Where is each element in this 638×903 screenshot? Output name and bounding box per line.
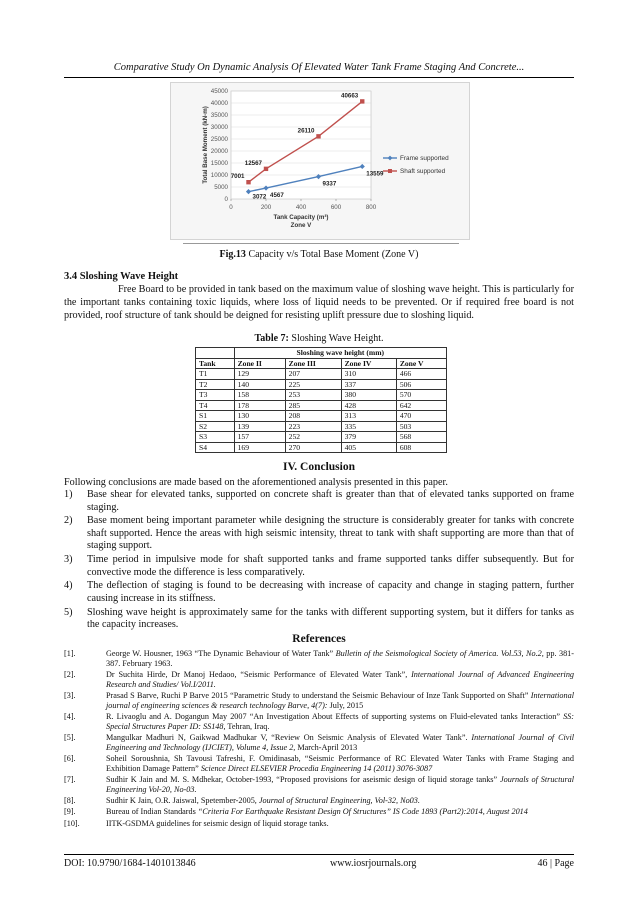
table-cell: 139: [234, 421, 285, 432]
reference-source: Journal of Structural Engineering, Vol-32, No03.: [258, 795, 420, 805]
table-cell: 178: [234, 400, 285, 411]
reference-number: [8].: [64, 795, 76, 805]
conclusion-item: [64, 580, 574, 605]
reference-tail: March-April 2013: [295, 742, 358, 752]
reference-text: [106, 670, 574, 689]
data-label: 40663: [341, 92, 359, 100]
reference-source: SS: Special Structures Paper ID: SS148,: [106, 711, 574, 731]
table-cell: T1: [196, 369, 235, 380]
reference-item: [64, 796, 574, 806]
table-cell: 169: [234, 442, 285, 453]
table-cell: T2: [196, 379, 235, 390]
reference-source: International Journal of Advanced Engineering Research and Studies/ Vol.I/2011.: [106, 669, 575, 689]
table-cell: S3: [196, 432, 235, 443]
table-label: Table 7:: [254, 333, 289, 344]
x-tick-label: 400: [295, 204, 307, 211]
reference-body: Sudhir K Jain, O.R. Jaiswal, Spetember-2005,: [106, 795, 259, 805]
figure-label: Fig.13: [219, 249, 246, 260]
table-row: [196, 390, 447, 401]
conclusion-number: 4): [64, 580, 73, 592]
table-row: [196, 411, 447, 422]
conclusion-item: [64, 489, 574, 514]
reference-body: Bureau of Indian Standards: [106, 807, 198, 817]
y-tick-label: 0: [224, 196, 228, 204]
table-cell: S4: [196, 442, 235, 453]
table-cell: 310: [341, 369, 396, 380]
reference-item: [64, 691, 574, 710]
reference-text: [106, 712, 574, 731]
conclusion-list: [64, 489, 574, 633]
table-cell: 466: [396, 369, 446, 380]
reference-body: George W. Housner, 1963 “The Dynamic Behaviour of Water Tank”: [106, 649, 336, 658]
reference-body: Prasad S Barve, Ruchi P Barve 2015 “Parametric Study to understand the Seismic Behaviour of Inze Tank Supported on Shaft”: [106, 690, 531, 700]
page-footer: [64, 858, 574, 872]
reference-number: [7].: [64, 774, 76, 784]
table-cell: 428: [341, 400, 396, 411]
legend-swatch-marker: [388, 169, 392, 173]
table-row: [196, 432, 447, 443]
conclusion-number: 2): [64, 515, 73, 527]
reference-number: [6].: [64, 753, 76, 763]
x-tick-label: 800: [365, 204, 377, 211]
table-cell: 503: [396, 421, 446, 432]
reference-body: Mangulkar Madhuri N, Gaikwad Madhukar V, “Review On Seismic Analysis of Elevated Water Tank”.: [106, 732, 472, 742]
section-body-sloshing: Free Board to be provided in tank based on the maximum value of sloshing wave height. This is particularly for the important tanks containing toxic liquids, where loss of liquid needs to be prevented. Or if required free board is not provided, roof structure of tank should be deigned for resisting uplift pressure due to sloshing liquid.: [64, 284, 574, 322]
y-tick-label: 15000: [210, 160, 228, 168]
chart-panel: [170, 82, 470, 240]
table-cell: 140: [234, 379, 285, 390]
conclusion-item: [64, 515, 574, 553]
table-cell: 506: [396, 379, 446, 390]
reference-item: [64, 733, 574, 752]
reference-text: [106, 733, 574, 752]
data-label: 12567: [244, 159, 262, 167]
table-column-header: Tank: [196, 358, 235, 369]
conclusion-text: Sloshing wave height is approximately same for the tanks with different supporting system, but it differs for tanks as the capacity increases.: [87, 606, 574, 631]
data-point: [316, 134, 320, 138]
reference-number: [1].: [64, 649, 76, 658]
x-tick-label: 200: [260, 204, 272, 211]
table-cell: 285: [285, 400, 341, 411]
table-column-header: Zone II: [234, 358, 285, 369]
reference-item: [64, 649, 574, 668]
table-cell: T3: [196, 390, 235, 401]
footer-page-number: 46 | Page: [537, 858, 574, 869]
reference-text: [106, 754, 574, 773]
reference-tail: pp. 381-387. February 1963.: [106, 649, 574, 668]
table-cell: 225: [285, 379, 341, 390]
x-tick-label: 600: [330, 204, 342, 211]
data-point: [264, 167, 268, 171]
reference-text: [106, 807, 574, 817]
reference-source: Bulletin of the Seismological Society of America. Vol.53, No.2,: [335, 649, 544, 658]
conclusion-item: [64, 554, 574, 579]
reference-text: [106, 691, 574, 710]
reference-text: [106, 796, 574, 806]
reference-number: [5].: [64, 732, 76, 742]
y-tick-label: 35000: [210, 112, 228, 120]
data-label: 3072: [252, 193, 267, 201]
table-cell: 380: [341, 390, 396, 401]
table-cell: 313: [341, 411, 396, 422]
reference-body: Sudhir K Jain and M. S. Mdhekar, October-1993, “Proposed provisions for aseismic design of liquid storage tanks”: [106, 774, 501, 784]
y-tick-label: 10000: [210, 172, 228, 180]
table-cell: 568: [396, 432, 446, 443]
table-row: [196, 400, 447, 411]
table-cell: 608: [396, 442, 446, 453]
conclusion-number: 3): [64, 554, 73, 566]
table-row: [196, 369, 447, 380]
footer-rule: [64, 854, 574, 855]
table-caption-text: Sloshing Wave Height.: [291, 333, 384, 344]
data-point: [360, 99, 364, 103]
table-cell: S1: [196, 411, 235, 422]
table-row: [196, 379, 447, 390]
reference-text: [106, 649, 574, 668]
reference-item: [64, 775, 574, 794]
reference-item: [64, 807, 574, 817]
x-axis-sublabel: Zone V: [290, 222, 312, 229]
running-header: Comparative Study On Dynamic Analysis Of Elevated Water Tank Frame Staging And Concrete...: [113, 62, 525, 73]
table-body: [196, 369, 447, 453]
reference-number: [3].: [64, 690, 76, 700]
reference-item: [64, 819, 574, 829]
reference-item: [64, 754, 574, 773]
table-cell: 379: [341, 432, 396, 443]
y-tick-label: 20000: [210, 148, 228, 156]
plot-area: [231, 91, 371, 199]
reference-number: [9].: [64, 807, 76, 817]
table-cell: 158: [234, 390, 285, 401]
table-corner: [196, 348, 235, 359]
reference-source: “Criteria For Earthquake Resistant Design Of Structures” IS Code 1893 (Part2):2014, August 2014: [197, 807, 528, 817]
conclusion-text: Time period in impulsive mode for shaft supported tanks and frame supported tanks differ subsequently. But for convective mode the difference is less comparatively.: [87, 554, 574, 578]
table-cell: 642: [396, 400, 446, 411]
reference-number: [2].: [64, 669, 76, 679]
reference-source: Science Direct ELSEVIER Procedia Engineering 14 (2011) 3076-3087: [200, 763, 433, 773]
reference-text: [106, 819, 574, 829]
table-cell: 208: [285, 411, 341, 422]
y-axis-label: Total Base Moment (kN-m): [202, 106, 209, 184]
reference-item: [64, 712, 574, 731]
x-tick-label: 0: [229, 204, 233, 211]
reference-text: [106, 775, 574, 794]
reference-source: International journal of engineering sciences & research technology Barve, 4(7):: [106, 690, 574, 710]
table-cell: 270: [285, 442, 341, 453]
figure-caption-text: Capacity v/s Total Base Moment (Zone V): [248, 249, 419, 260]
footer-doi: DOI: 10.9790/1684-1401013846: [64, 858, 196, 869]
table-cell: 253: [285, 390, 341, 401]
table-cell: 337: [341, 379, 396, 390]
table-row: [196, 421, 447, 432]
y-tick-label: 5000: [214, 184, 228, 192]
conclusion-number: 5): [64, 606, 73, 618]
conclusion-text: Base moment being important parameter while designing the structure is considerably greater for tanks with concrete shaft supported. Hence the areas with high seismic intensity, threat to tank with shaft supporting are more than that of staging support.: [87, 515, 574, 552]
table-column-header: Zone IV: [341, 358, 396, 369]
section-heading-sloshing: 3.4 Sloshing Wave Height: [64, 271, 179, 282]
table-cell: 335: [341, 421, 396, 432]
table-caption: [64, 333, 574, 344]
legend-swatch-marker: [388, 156, 393, 161]
reference-tail: Tehran, Iraq.: [225, 721, 270, 731]
data-label: 26110: [297, 127, 315, 135]
data-label: 9337: [322, 180, 337, 188]
data-label: 13559: [366, 170, 384, 178]
table-cell: T4: [196, 400, 235, 411]
x-axis-label: Tank Capacity (m³): [273, 214, 329, 221]
references-heading: References: [292, 633, 346, 645]
table-cell: 157: [234, 432, 285, 443]
figure-caption: [64, 249, 574, 260]
reference-number: [10].: [64, 818, 80, 828]
sloshing-table: [195, 347, 447, 453]
conclusion-heading: IV. Conclusion: [282, 461, 355, 473]
legend-entry: Frame supported: [400, 155, 449, 163]
footer-site: www.iosrjournals.org: [330, 858, 417, 869]
reference-body: Soheil Soroushnia, Sh Tavousi Tafreshi, F. Omidinasab, “Seismic Performance of RC Elevated Water Tanks with Frame Staging and Exhibition Damage Pattern”: [106, 753, 574, 773]
data-point: [246, 180, 250, 184]
conclusion-text: The deflection of staging is found to be decreasing with increase of capacity and change in staging pattern, further causing increase in its stiffness.: [87, 580, 574, 605]
y-tick-label: 30000: [210, 124, 228, 132]
table-cell: 570: [396, 390, 446, 401]
table-row: [196, 442, 447, 453]
table-cell: 129: [234, 369, 285, 380]
reference-number: [4].: [64, 711, 76, 721]
table-cell: 470: [396, 411, 446, 422]
reference-source: International Journal of Civil Engineering and Technology (IJCIET), Volume 4, Issue 2,: [106, 732, 574, 752]
legend-entry: Shaft supported: [400, 168, 446, 176]
reference-body: IITK-GSDMA guidelines for seismic design of liquid storage tanks.: [106, 818, 329, 828]
table-span-header: Sloshing wave height (mm): [234, 348, 446, 359]
reference-body: R. Livaoglu and A. Dogangun May 2007 “An Investigation About Effects of supporting systems on Fluid-elevated tanks Interaction”: [106, 711, 564, 721]
table-column-headers: [196, 358, 447, 369]
table-column-header: Zone III: [285, 358, 341, 369]
conclusion-intro: Following conclusions are made based on the aforementioned analysis presented in this paper.: [64, 477, 448, 488]
table-cell: 405: [341, 442, 396, 453]
figure-rule: [183, 243, 459, 244]
reference-tail: July, 2015: [327, 700, 364, 710]
conclusion-text: Base shear for elevated tanks, supported on concrete shaft is greater than that of elevated tanks supported on frame staging.: [87, 489, 574, 513]
conclusion-number: 1): [64, 489, 73, 500]
table-column-header: Zone V: [396, 358, 446, 369]
conclusion-item: [64, 607, 574, 632]
table-cell: S2: [196, 421, 235, 432]
header-rule: [64, 77, 574, 78]
y-tick-label: 40000: [210, 100, 228, 108]
references-list: [64, 649, 574, 830]
data-label: 4567: [270, 192, 284, 200]
data-label: 7001: [230, 173, 245, 181]
reference-source: Journals of Structural Engineering Vol-20, No-03.: [106, 774, 574, 794]
table-cell: 207: [285, 369, 341, 380]
base-moment-chart: [171, 83, 471, 241]
y-tick-label: 25000: [210, 136, 228, 144]
table-cell: 223: [285, 421, 341, 432]
reference-body: Dr Suchita Hirde, Dr Manoj Hedaoo, “Seismic Performance of Elevated Water Tank”,: [106, 669, 412, 679]
reference-item: [64, 670, 574, 689]
y-tick-label: 45000: [210, 88, 228, 96]
table-cell: 130: [234, 411, 285, 422]
table-cell: 252: [285, 432, 341, 443]
